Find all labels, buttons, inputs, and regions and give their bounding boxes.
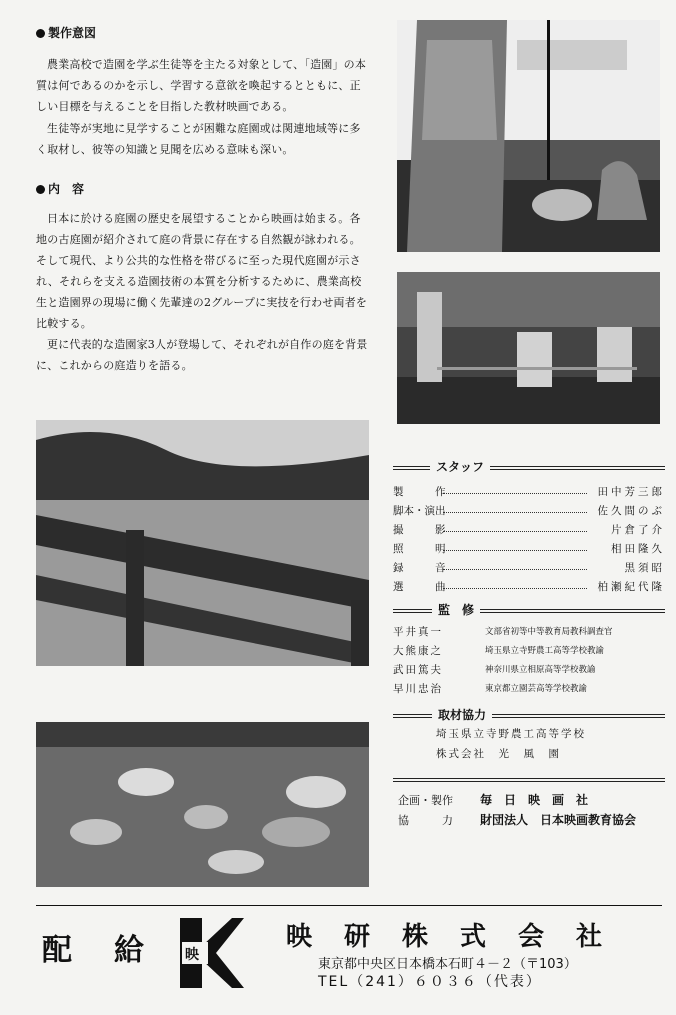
staff-name: 黒須昭 [624, 562, 665, 574]
supervisor-row [393, 681, 665, 700]
supervisor-row [393, 624, 665, 643]
bullet-icon [36, 29, 45, 38]
company-logo [180, 918, 244, 988]
cooperation-heading: 取材協力 [432, 706, 492, 723]
logo-character: 映 [185, 947, 199, 963]
supervisor-name: 武田篤夫 [393, 664, 443, 676]
company-phone: TEL（241）６０３６（代表） [318, 974, 542, 990]
staff-row [393, 484, 665, 503]
staff-role: 撮 影 [393, 524, 446, 536]
staff-name: 片倉了介 [611, 524, 665, 536]
distributor-label: 配 給 [42, 933, 150, 968]
producer-divider [393, 778, 665, 782]
photo-workers-lifting-stone [397, 20, 660, 252]
purpose-paragraph-1: 農業高校で造園を学ぶ生徒等を主たる対象として、「造園」の本質は何であるのかを示し、学習する意欲を喚起するとともに、正しい目標を与えることを目指した教材映画である。 [36, 58, 367, 113]
staff-role: 録 音 [393, 562, 446, 574]
staff-heading: スタッフ [430, 458, 490, 475]
supervisor-affiliation: 神奈川県立相原高等学校教諭 [485, 665, 596, 675]
staff-row [393, 541, 665, 560]
leader-dots [443, 512, 587, 513]
cooperation-line-2: 株式会社 光 風 園 [436, 748, 561, 760]
company-address: 東京都中央区日本橋本石町４－２（〒103） [318, 957, 577, 972]
purpose-body [36, 54, 370, 160]
leader-dots [443, 531, 587, 532]
cooperation-label: 協 力 [398, 814, 453, 827]
cooperation-line-1: 埼玉県立寺野農工高等学校 [436, 728, 586, 740]
supervisor-affiliation: 埼玉県立寺野農工高等学校教諭 [485, 646, 605, 656]
leader-dots [443, 550, 587, 551]
staff-name: 相田隆久 [611, 543, 665, 555]
supervisor-affiliation: 東京都立園芸高等学校教諭 [485, 684, 588, 694]
producer-name: 毎 日 映 画 社 [480, 793, 589, 807]
staff-name: 田中芳三郎 [597, 486, 665, 498]
footer-rule [36, 905, 662, 906]
supervisor-row [393, 643, 665, 662]
cooperation-org: 財団法人 日本映画教育協会 [480, 813, 637, 827]
supervisor-name: 平井真一 [393, 626, 443, 638]
staff-row [393, 579, 665, 598]
staff-row [393, 560, 665, 579]
leader-dots [443, 493, 587, 494]
purpose-paragraph-2: 生徒等が実地に見学することが困難な庭園或は関連地域等に多く取材し、彼等の知識と見聞を広める意味も深い。 [36, 122, 361, 156]
leader-dots [443, 588, 587, 589]
staff-role: 照 明 [393, 543, 446, 555]
photo-students-working [397, 272, 660, 424]
content-paragraph-1: 日本に於ける庭園の歴史を展望することから映画は始まる。各地の古庭園が紹介されて庭の背景に存在する自然観が詠われる。そして現代、より公共的な性格を帯びるに至った現代庭園が示され、それらを支える造園技術の本質を分析するために、農業高校生と造園界の現場に働く先輩達の2グループに実技を行わせ両者を比較する。 [36, 212, 368, 330]
staff-name: 佐久間のぶ [597, 505, 665, 517]
supervisor-name: 早川忠治 [393, 683, 443, 695]
purpose-heading: 製作意図 [36, 24, 96, 41]
producer-label: 企画・製作 [398, 794, 453, 807]
staff-name: 柏瀬紀代隆 [597, 581, 665, 593]
staff-role: 脚本・演出 [393, 505, 446, 517]
content-heading: 内 容 [36, 180, 84, 197]
staff-role: 製 作 [393, 486, 446, 498]
staff-role: 選 曲 [393, 581, 446, 593]
supervisor-row [393, 662, 665, 681]
bullet-icon [36, 185, 45, 194]
content-body [36, 208, 370, 376]
company-name: 映 研 株 式 会 社 [286, 922, 606, 952]
content-paragraph-2: 更に代表的な造園家3人が登場して、それぞれが自作の庭を背景に、これからの庭造りを語る。 [36, 338, 368, 372]
supervisor-affiliation: 文部省初等中等教育局教科調査官 [485, 627, 613, 637]
staff-row [393, 522, 665, 541]
leader-dots [443, 569, 587, 570]
photo-rock-garden [36, 722, 369, 887]
supervisor-name: 大熊康之 [393, 645, 443, 657]
staff-row [393, 503, 665, 522]
supervision-heading: 監 修 [432, 601, 480, 618]
photo-pond-with-fence [36, 420, 369, 666]
